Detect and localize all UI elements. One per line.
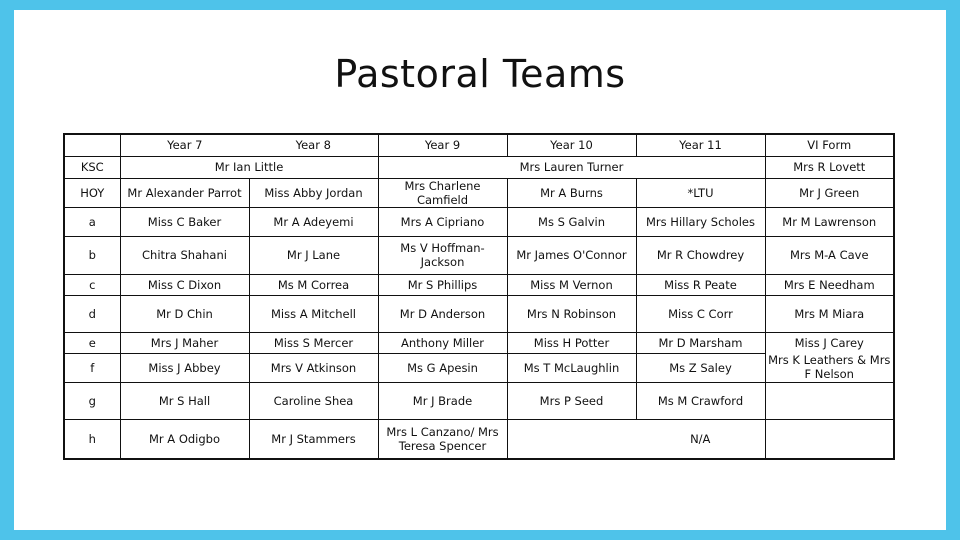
table-cell: Miss J Carey xyxy=(765,332,894,353)
row-label: f xyxy=(64,353,120,382)
table-row xyxy=(64,274,894,295)
table-row xyxy=(64,382,894,419)
header-cell-blank xyxy=(64,134,120,156)
table-cell: Mr A Burns xyxy=(507,178,636,207)
table-cell: Mrs Hillary Scholes xyxy=(636,207,765,236)
table-cell: Ms T McLaughlin xyxy=(507,353,636,382)
table-cell: Ms V Hoffman-Jackson xyxy=(378,236,507,274)
header-year-10: Year 10 xyxy=(507,134,636,156)
header-row xyxy=(64,134,894,156)
table-cell: Mr A Odigbo xyxy=(120,419,249,459)
row-label: a xyxy=(64,207,120,236)
row-label: c xyxy=(64,274,120,295)
row-label: b xyxy=(64,236,120,274)
table-cell: Mr James O'Connor xyxy=(507,236,636,274)
row-label: d xyxy=(64,295,120,332)
table-cell: *LTU xyxy=(636,178,765,207)
table-cell: Mr R Chowdrey xyxy=(636,236,765,274)
table-row xyxy=(64,295,894,332)
header-vi-form: VI Form xyxy=(765,134,894,156)
table-cell: Mr S Phillips xyxy=(378,274,507,295)
table-cell: Miss Abby Jordan xyxy=(249,178,378,207)
table-cell: Caroline Shea xyxy=(249,382,378,419)
table-cell: Miss S Mercer xyxy=(249,332,378,353)
table-cell: Ms M Correa xyxy=(249,274,378,295)
table-row xyxy=(64,207,894,236)
table-cell: Mrs N Robinson xyxy=(507,295,636,332)
ksc-year-7-8: Mr Ian Little xyxy=(120,156,378,178)
ksc-vi-form: Mrs R Lovett xyxy=(765,156,894,178)
table-cell: Mr J Green xyxy=(765,178,894,207)
table-cell: Mr A Adeyemi xyxy=(249,207,378,236)
row-label-ksc: KSC xyxy=(64,156,120,178)
table-row xyxy=(64,419,894,459)
table-cell: Miss H Potter xyxy=(507,332,636,353)
table-cell: Anthony Miller xyxy=(378,332,507,353)
table-cell: Miss C Baker xyxy=(120,207,249,236)
row-label: g xyxy=(64,382,120,419)
row-label: h xyxy=(64,419,120,459)
table-cell: Mrs L Canzano/ Mrs Teresa Spencer xyxy=(378,419,507,459)
table-cell xyxy=(765,419,894,459)
table-cell: Ms S Galvin xyxy=(507,207,636,236)
table-cell: Mrs M Miara xyxy=(765,295,894,332)
row-label: e xyxy=(64,332,120,353)
table-cell: Miss C Dixon xyxy=(120,274,249,295)
table-cell: Mr J Brade xyxy=(378,382,507,419)
table-cell: Mr M Lawrenson xyxy=(765,207,894,236)
table-cell: Mr Alexander Parrot xyxy=(120,178,249,207)
ksc-year-9-11: Mrs Lauren Turner xyxy=(378,156,765,178)
table-row xyxy=(64,332,894,353)
table-cell: Miss M Vernon xyxy=(507,274,636,295)
pastoral-teams-table xyxy=(63,133,895,460)
table-row xyxy=(64,353,894,382)
table-cell: N/A xyxy=(636,419,765,459)
page-title: Pastoral Teams xyxy=(334,52,626,96)
table-cell: Mr S Hall xyxy=(120,382,249,419)
table-cell: Miss A Mitchell xyxy=(249,295,378,332)
table-cell: Mrs A Cipriano xyxy=(378,207,507,236)
table-row xyxy=(64,236,894,274)
row-label: HOY xyxy=(64,178,120,207)
table-cell: Ms Z Saley xyxy=(636,353,765,382)
table-row xyxy=(64,178,894,207)
table-cell: Ms G Apesin xyxy=(378,353,507,382)
header-year-9: Year 9 xyxy=(378,134,507,156)
table-cell: Mrs M-A Cave xyxy=(765,236,894,274)
table-cell: Mrs V Atkinson xyxy=(249,353,378,382)
table-cell xyxy=(507,419,636,459)
table-cell xyxy=(765,382,894,419)
header-year-11: Year 11 xyxy=(636,134,765,156)
table-cell: Chitra Shahani xyxy=(120,236,249,274)
table-cell: Mrs J Maher xyxy=(120,332,249,353)
table-cell: Miss C Corr xyxy=(636,295,765,332)
table-cell: Mr J Lane xyxy=(249,236,378,274)
table-cell: Mr D Chin xyxy=(120,295,249,332)
table-cell: Ms M Crawford xyxy=(636,382,765,419)
header-year-8: Year 8 xyxy=(249,134,378,156)
table-cell: Mrs Charlene Camfield xyxy=(378,178,507,207)
table-cell: Mrs E Needham xyxy=(765,274,894,295)
header-year-7: Year 7 xyxy=(120,134,249,156)
table-cell: Mrs K Leathers & Mrs F Nelson xyxy=(765,353,894,382)
table-cell: Mr D Anderson xyxy=(378,295,507,332)
ksc-row xyxy=(64,156,894,178)
table-cell: Mr D Marsham xyxy=(636,332,765,353)
table-cell: Mr J Stammers xyxy=(249,419,378,459)
table-cell: Miss R Peate xyxy=(636,274,765,295)
table-cell: Miss J Abbey xyxy=(120,353,249,382)
table-cell: Mrs P Seed xyxy=(507,382,636,419)
